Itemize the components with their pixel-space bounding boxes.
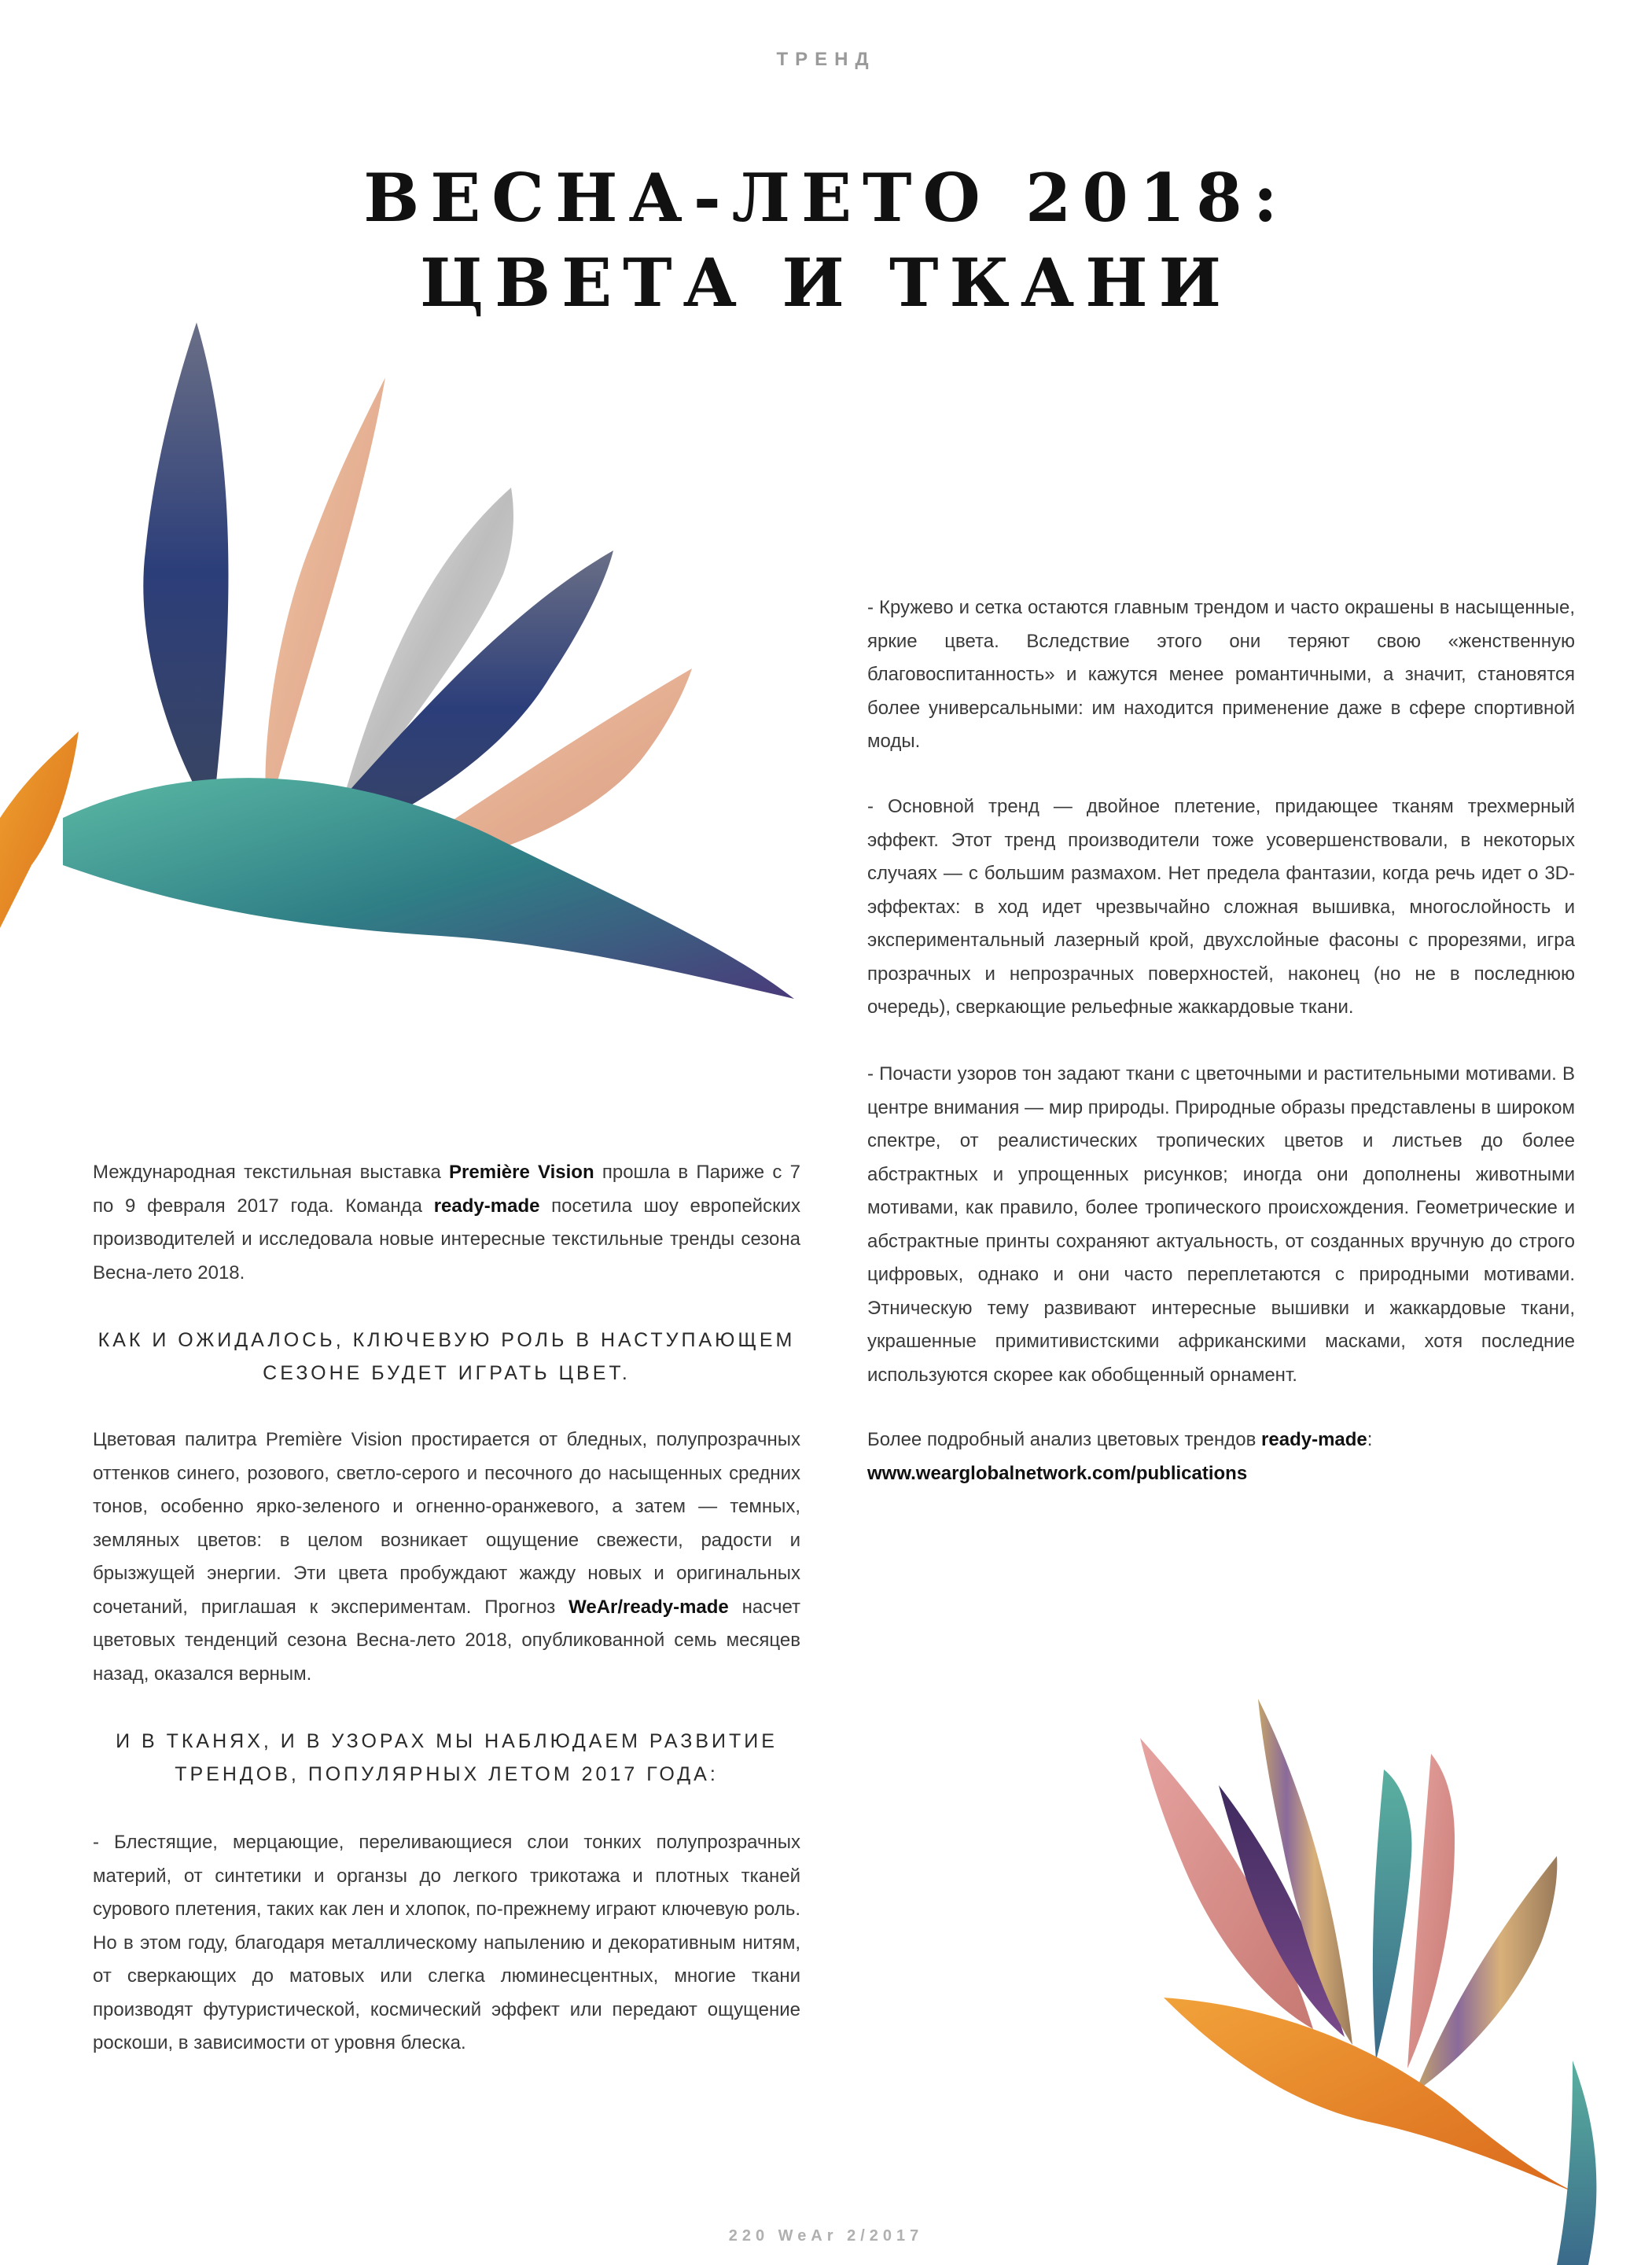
palette-text-2: насчет цветовых тенденций сезона Весна-лето 2018, опубликованной семь месяцев назад, оказался верным. (93, 1596, 801, 1685)
bullet-shiny-layers (93, 1826, 800, 2061)
intro-paragraph (93, 1156, 800, 1290)
title-line-1: ВЕСНА-ЛЕТО 2018: (363, 159, 1289, 237)
section-heading-color: КАК И ОЖИДАЛОСЬ, КЛЮЧЕВУЮ РОЛЬ В НАСТУПАЮЩЕМ СЕЗОНЕ БУДЕТ ИГРАТЬ ЦВЕТ. (98, 1329, 796, 1384)
more-info (867, 1423, 1575, 1490)
page-number: 220 (728, 2227, 770, 2245)
section-heading-fabrics: И В ТКАНЯХ, И В УЗОРАХ МЫ НАБЛЮДАЕМ РАЗВИТИЕ ТРЕНДОВ, ПОПУЛЯРНЫХ ЛЕТОМ 2017 ГОДА: (116, 1730, 778, 1785)
bullet-shiny-layers-text: - Блестящие, мерцающие, переливающиеся слои тонких полупрозрачных материй, от синтетики и органзы до легкого трикотажа и плотных тканей сурового плетения, таких как лен и хлопок, по-прежнему играют ключевую роль. Но в этом году, благодаря металлическому напылению и декоративным нитям, от сверкающих до матовых или слегка люминесцентных, многие ткани производят футуристической, космический эффект или передают ощущение роскоши, в зависимости от уровня блеска. (93, 1832, 800, 2053)
section-label: ТРЕНД (776, 49, 876, 70)
bird-of-paradise-illustration-bottom (1117, 1699, 1652, 2265)
bullet-floral (867, 1058, 1575, 1392)
more-text-1: Более подробный анализ цветовых трендов (867, 1429, 1262, 1450)
petal-pink-right (1407, 1754, 1455, 2068)
bullet-lace-text: - Кружево и сетка остаются главным трендом и часто окрашены в насыщенные, яркие цвета. Вследствие этого они теряют свою «женственную благовоспитанность» и кажутся менее романтичными, а значит, становятся более универсальными: им находится применение даже в сфере спортивной моды. (867, 597, 1575, 752)
page-footer (0, 2227, 1652, 2245)
more-bold: ready-made (1261, 1429, 1367, 1450)
bird-of-paradise-illustration-top (0, 315, 810, 1007)
palette-text-1: Цветовая палитра Première Vision простирается от бледных, полупрозрачных оттенков синего, розового, светло-серого и песочного до насыщенных средних тонов, особенно ярко-зеленого и огненно-оранжевого, а затем — темных, земляных цветов: в целом возникает ощущение свежести, радости и брызжущей энергии. Эти цвета пробуждают жажду новых и оригинальных сочетаний, приглашая к экспериментам. Прогноз (93, 1429, 800, 1618)
page-title (0, 156, 1652, 326)
intro-text-1: Международная текстильная выставка (93, 1162, 450, 1183)
intro-bold-1: Première Vision (449, 1162, 594, 1183)
petal-navy-tall (143, 322, 228, 818)
petal-teal (1373, 1770, 1412, 2061)
bullet-lace (867, 591, 1575, 759)
sheath-teal (63, 778, 794, 999)
publications-link[interactable]: www.wearglobalnetwork.com/publications (867, 1462, 1248, 1484)
palette-paragraph (93, 1423, 800, 1691)
bullet-double-weave (867, 790, 1575, 1025)
intro-bold-2: ready-made (433, 1195, 540, 1217)
palette-bold-1: WeAr/ready-made (568, 1596, 729, 1618)
intro-text-2: прошла в Париже с 7 по 9 февраля 2017 года. Команда (93, 1162, 800, 1217)
intro-text-3: посетила шоу европейских производителей и исследовала новые интересные текстильные тренды сезона Весна-лето 2018. (93, 1195, 800, 1284)
title-line-2: ЦВЕТА И ТКАНИ (419, 244, 1233, 322)
bullet-double-weave-text: - Основной тренд — двойное плетение, придающее тканям трехмерный эффект. Этот тренд производители тоже усовершенствовали, в некоторых случаях — с большим размахом. Нет предела фантазии, когда речь идет о 3D-эффектах: в ход идет чрезвычайно сложная вышивка, многослойность и экспериментальный лазерный крой, двухслойные фасоны с прорезями, игра прозрачных и непрозрачных поверхностей, наконец (но не в последнюю очередь), сверкающие рельефные жаккардовые ткани. (867, 796, 1575, 1018)
issue-label: WeAr 2/2017 (778, 2227, 924, 2245)
more-text-2: : (1367, 1429, 1373, 1450)
bullet-floral-text: - Почасти узоров тон задают ткани с цветочными и растительными мотивами. В центре внимания — мир природы. Природные образы представлены в широком спектре, от реалистических тропических цветов и листьев до более абстрактных и упрощенных рисунков; иногда они дополнены животными мотивами, как правило, более тропического происхождения. Геометрические и абстрактные принты сохраняют актуальность, от созданных вручную до строго цифровых, однако и они часто переплетаются с природными мотивами. Этническую тему развивают интересные вышивки и жаккардовые ткани, украшенные примитивистскими африканскими масками, хотя последние используются скорее как обобщенный орнамент. (867, 1063, 1575, 1386)
